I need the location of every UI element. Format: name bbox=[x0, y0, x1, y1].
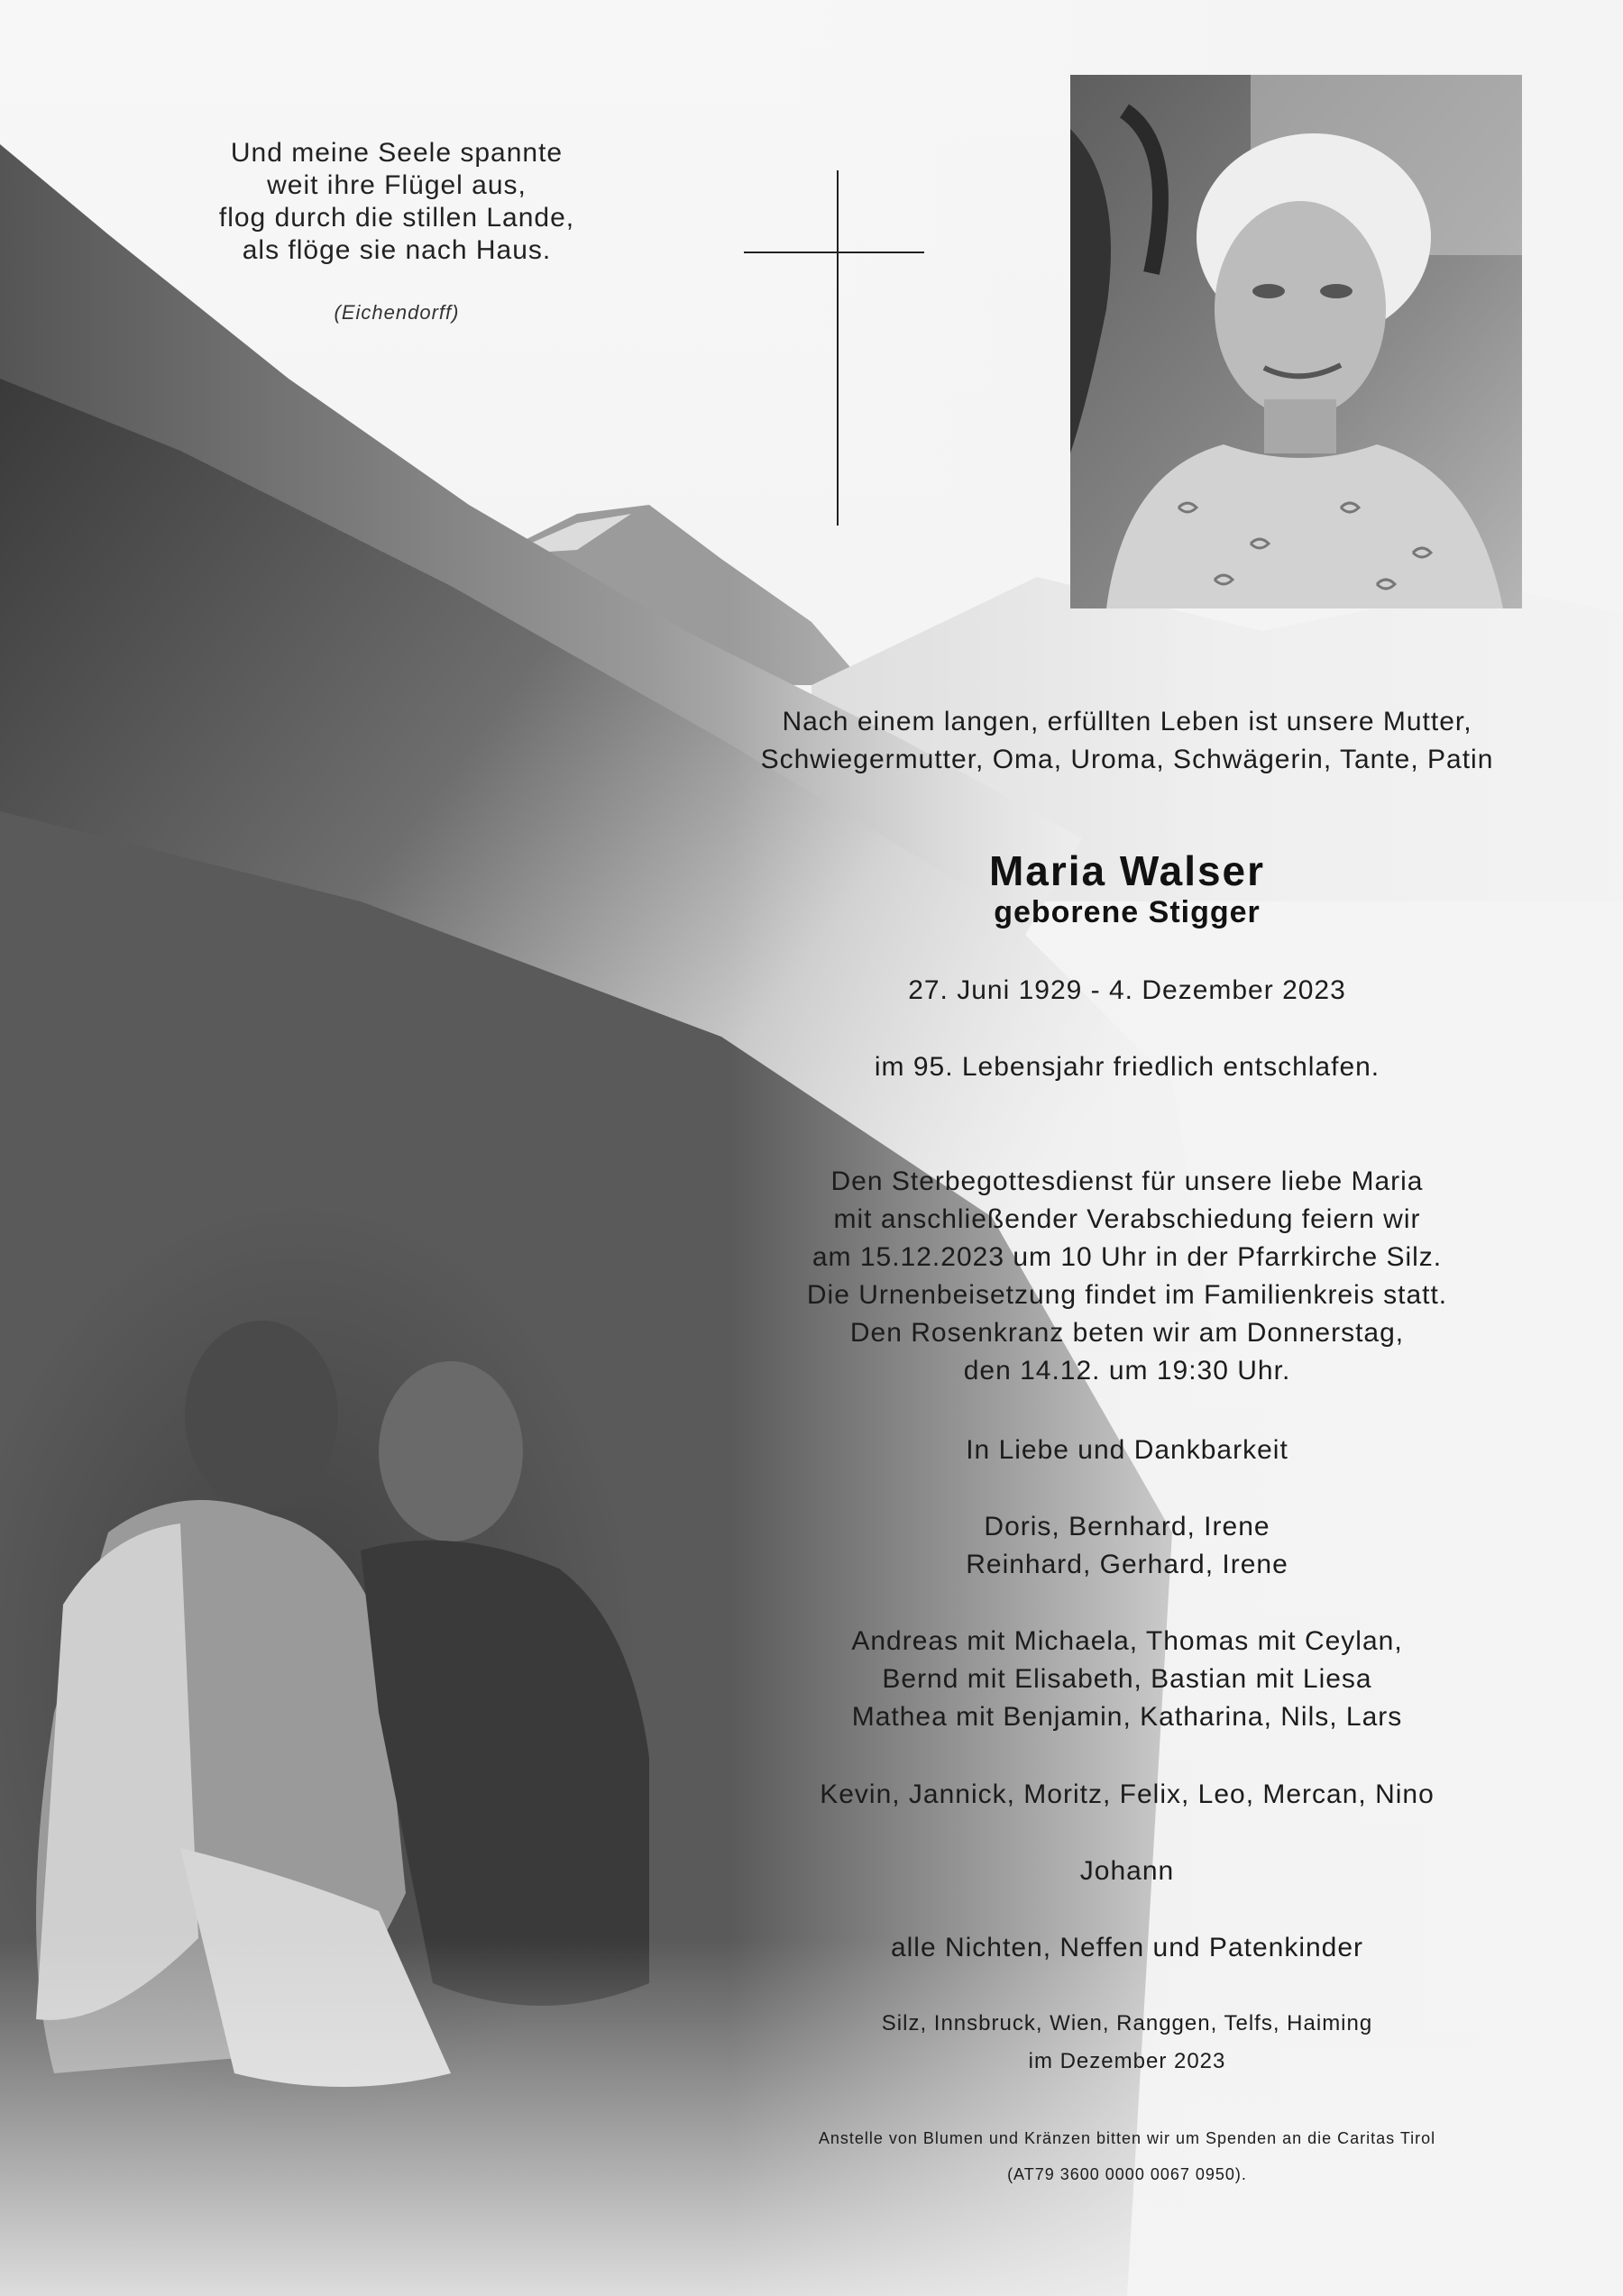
service-line: mit anschließender Verabschiedung feiern wir bbox=[833, 1204, 1421, 1234]
poem-line: flog durch die stillen Lande, bbox=[218, 203, 575, 233]
maiden-name: geborene Stigger bbox=[994, 895, 1261, 929]
grandchildren-line: Bernd mit Elisabeth, Bastian mit Liesa bbox=[882, 1664, 1372, 1694]
intro-line: Nach einem langen, erfüllten Leben ist unsere Mutter, bbox=[782, 707, 1472, 736]
service-line: Den Sterbegottesdienst für unsere liebe Maria bbox=[830, 1166, 1424, 1196]
donation-iban: (AT79 3600 0000 0067 0950). bbox=[1007, 2165, 1247, 2183]
poem-line: als flöge sie nach Haus. bbox=[242, 235, 552, 265]
service-line: den 14.12. um 19:30 Uhr. bbox=[963, 1356, 1291, 1386]
donation-line: Anstelle von Blumen und Kränzen bitten wir um Spenden an die Caritas Tirol bbox=[818, 2129, 1436, 2147]
poem-source: (Eichendorff) bbox=[334, 301, 460, 324]
children-line: Doris, Bernhard, Irene bbox=[984, 1512, 1270, 1541]
children-list bbox=[721, 1508, 1533, 1584]
poem bbox=[171, 137, 622, 267]
poem-line: Und meine Seele spannte bbox=[230, 138, 564, 168]
cross-icon-bar bbox=[744, 252, 924, 253]
great-grandchildren-list: Kevin, Jannick, Moritz, Felix, Leo, Mercan, Nino bbox=[820, 1779, 1435, 1809]
grandchildren-line: Mathea mit Benjamin, Katharina, Nils, Lars bbox=[851, 1702, 1403, 1732]
intro-text bbox=[721, 703, 1533, 779]
service-info bbox=[721, 1163, 1533, 1390]
service-line: am 15.12.2023 um 10 Uhr in der Pfarrkirche Silz. bbox=[812, 1242, 1443, 1272]
age-line: im 95. Lebensjahr friedlich entschlafen. bbox=[874, 1052, 1380, 1082]
closing-line: In Liebe und Dankbarkeit bbox=[966, 1435, 1288, 1465]
date-line: im Dezember 2023 bbox=[1028, 2049, 1226, 2073]
cross-icon bbox=[837, 170, 839, 526]
deceased-name: Maria Walser bbox=[988, 847, 1266, 894]
service-line: Die Urnenbeisetzung findet im Familienkreis statt. bbox=[806, 1280, 1448, 1310]
relatives-line: alle Nichten, Neffen und Patenkinder bbox=[890, 1933, 1364, 1962]
service-line: Den Rosenkranz beten wir am Donnerstag, bbox=[849, 1318, 1405, 1348]
places-line: Silz, Innsbruck, Wien, Ranggen, Telfs, Haiming bbox=[881, 2011, 1373, 2035]
grandchildren-list bbox=[721, 1623, 1533, 1736]
portrait-photo bbox=[1070, 75, 1522, 608]
poem-line: weit ihre Flügel aus, bbox=[267, 170, 527, 200]
life-dates: 27. Juni 1929 - 4. Dezember 2023 bbox=[908, 975, 1346, 1005]
grandchildren-line: Andreas mit Michaela, Thomas mit Ceylan, bbox=[851, 1626, 1403, 1656]
great-great-grandchild: Johann bbox=[1079, 1856, 1175, 1886]
intro-line: Schwiegermutter, Oma, Uroma, Schwägerin, Tante, Patin bbox=[760, 745, 1494, 774]
donation-note bbox=[721, 2120, 1533, 2192]
children-line: Reinhard, Gerhard, Irene bbox=[966, 1550, 1288, 1579]
places-date bbox=[721, 2005, 1533, 2081]
